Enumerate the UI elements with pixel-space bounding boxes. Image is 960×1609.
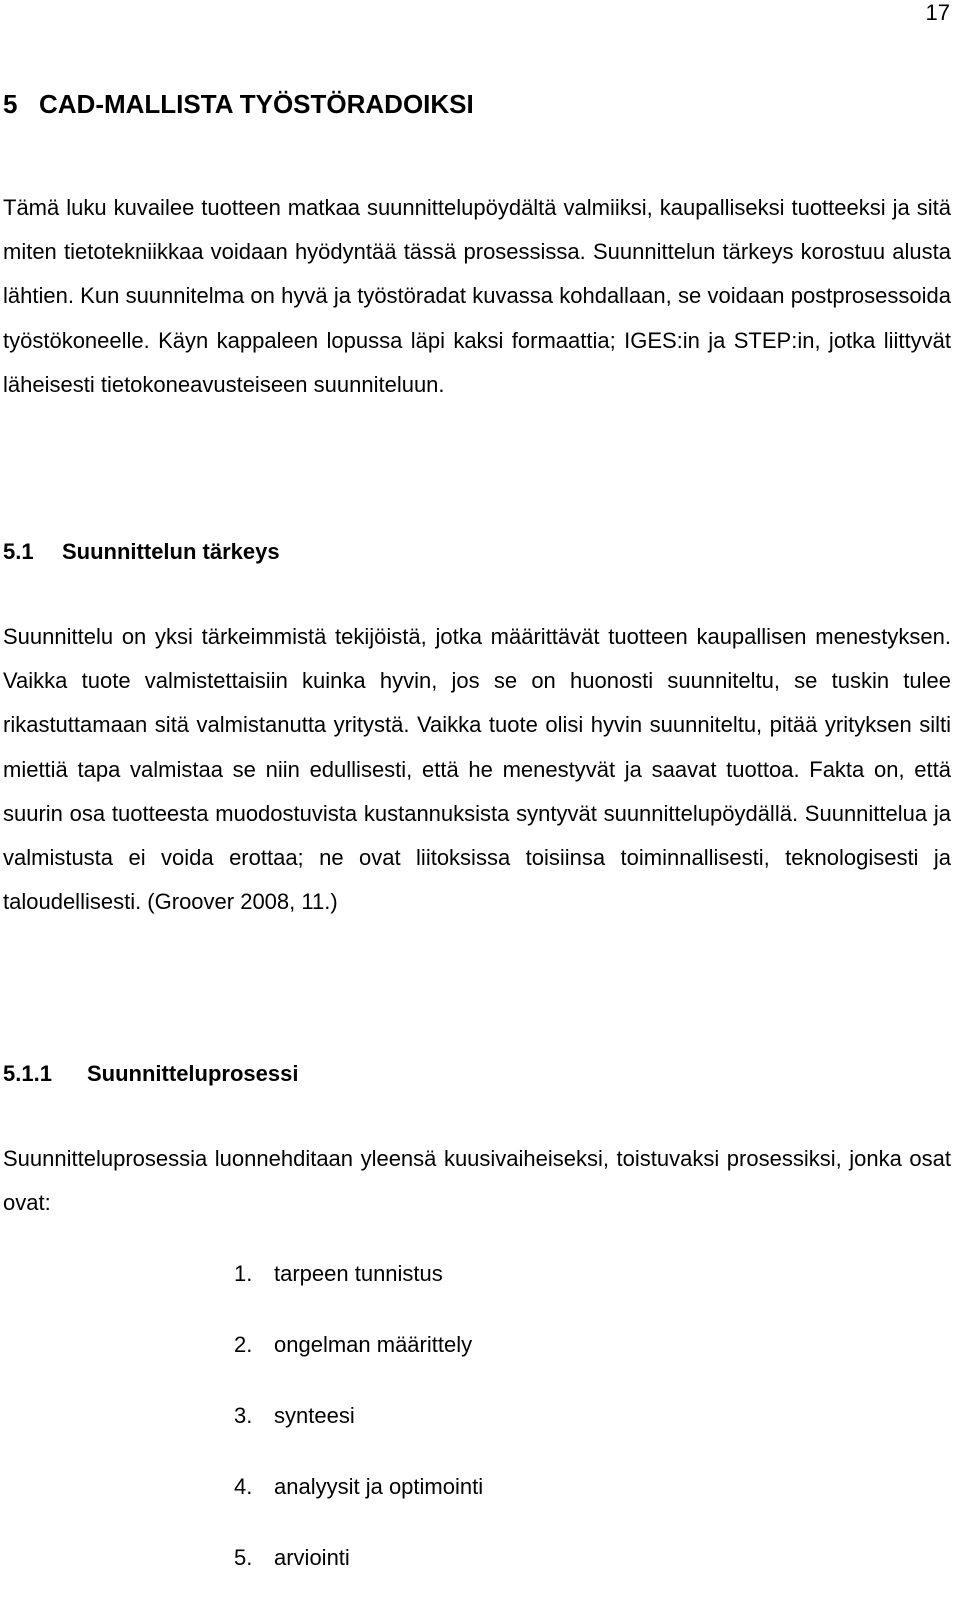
list-item-number: 2. xyxy=(234,1332,253,1357)
process-steps-list xyxy=(234,1254,483,1609)
chapter-number: 5 xyxy=(3,89,18,119)
page-number: 17 xyxy=(925,0,950,25)
list-item xyxy=(234,1538,483,1609)
section-title: Suunnittelun tärkeys xyxy=(62,539,280,564)
list-item-number: 3. xyxy=(234,1403,253,1428)
subsection-title: Suunnitteluprosessi xyxy=(87,1061,299,1086)
chapter-title: CAD-MALLISTA TYÖSTÖRADOIKSI xyxy=(39,89,474,119)
section-number: 5.1 xyxy=(3,539,34,564)
subsection-heading xyxy=(3,1060,298,1088)
chapter-heading xyxy=(3,88,474,120)
list-item-text: ongelman määrittely xyxy=(274,1332,473,1357)
list-item-text: synteesi xyxy=(274,1403,355,1428)
subsection-number: 5.1.1 xyxy=(3,1061,52,1086)
list-item xyxy=(234,1467,483,1538)
list-item-text: tarpeen tunnistus xyxy=(274,1261,443,1286)
list-item-text: analyysit ja optimointi xyxy=(274,1474,484,1499)
subsection-paragraph: Suunnitteluprosessia luonnehditaan yleensä kuusivaiheiseksi, toistuvaksi prosessiksi, jonka osat ovat: xyxy=(3,1146,951,1216)
list-item-number: 1. xyxy=(234,1261,253,1286)
list-item-text: arviointi xyxy=(274,1545,350,1570)
list-item-number: 4. xyxy=(234,1474,253,1499)
section-paragraph: Suunnittelu on yksi tärkeimmistä tekijöistä, jotka määrittävät tuotteen kaupallisen menestyksen. Vaikka tuote valmistettaisiin kuinka hyvin, jos se on huonosti suunniteltu, se tuskin tulee rikastuttamaan sitä valmistanutta yritystä. Vaikka tuote olisi hyvin suunniteltu, pitää yrityksen silti miettiä tapa valmistaa se niin edullisesti, että he menestyvät ja saavat tuottoa. Fakta on, että suurin osa tuotteesta muodostuvista kustannuksista syntyvät suunnittelupöydällä. Suunnittelua ja valmistusta ei voida erottaa; ne ovat liitoksissa toisiinsa toiminnallisesti, teknologisesti ja taloudellisesti. (Groover 2008, 11.) xyxy=(3,624,951,915)
list-item xyxy=(234,1254,483,1325)
list-item xyxy=(234,1396,483,1467)
list-item xyxy=(234,1325,483,1396)
intro-paragraph: Tämä luku kuvailee tuotteen matkaa suunnittelupöydältä valmiiksi, kaupalliseksi tuotteeksi ja sitä miten tietotekniikkaa voidaan hyödyntää tässä prosessissa. Suunnittelun tärkeys korostuu alusta lähtien. Kun suunnitelma on hyvä ja työstöradat kuvassa kohdallaan, se voidaan postprosessoida työstökoneelle. Käyn kappaleen lopussa läpi kaksi formaattia; IGES:in ja STEP:in, jotka liittyvät läheisesti tietokoneavusteiseen suunniteluun. xyxy=(3,195,951,397)
section-heading xyxy=(3,538,280,566)
list-item-number: 5. xyxy=(234,1545,253,1570)
